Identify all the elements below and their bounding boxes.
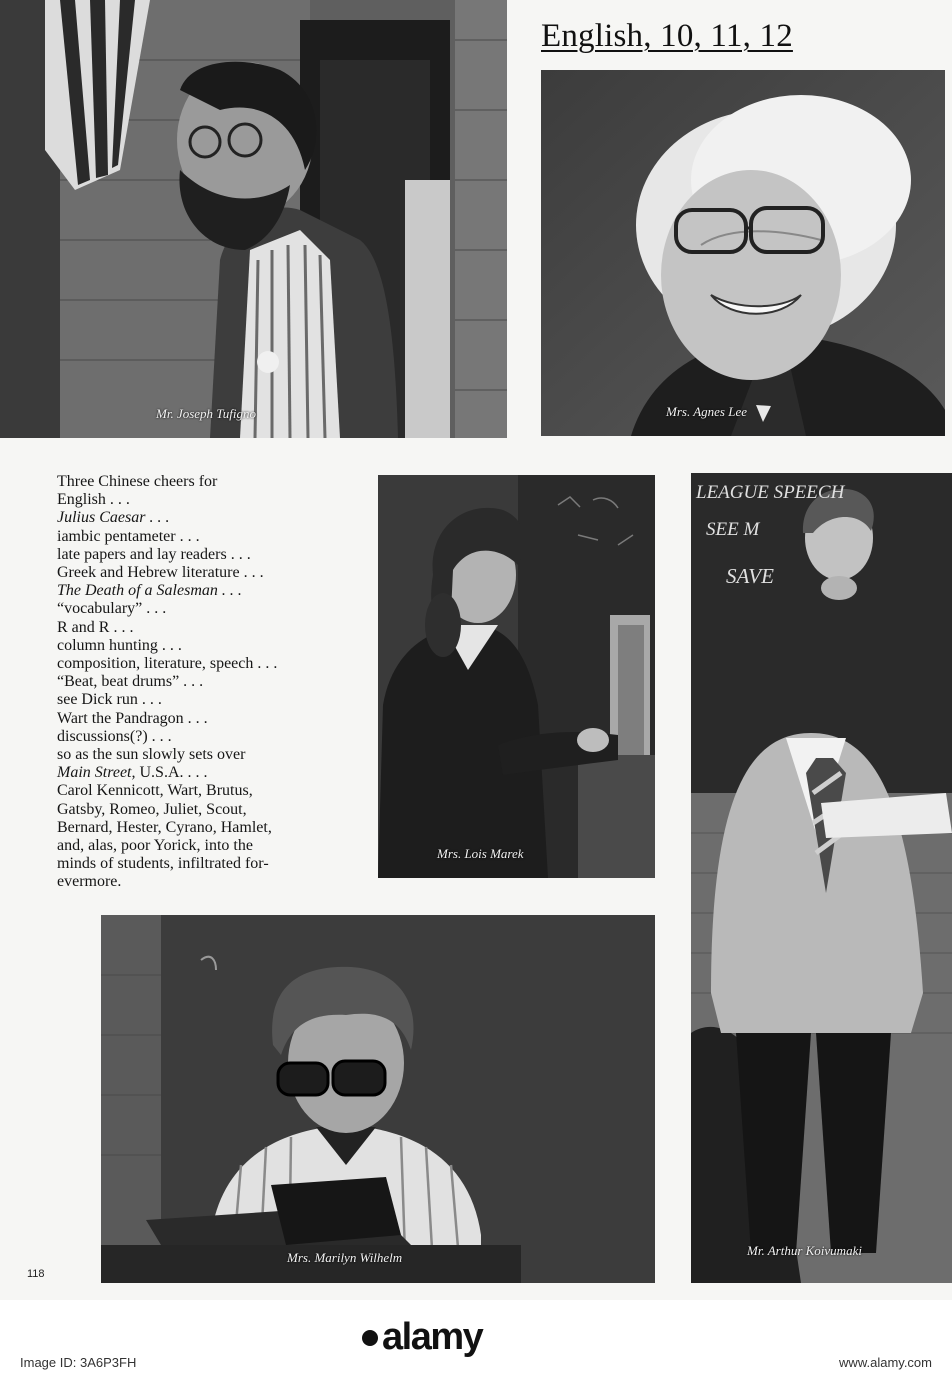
caption-lee: Mrs. Agnes Lee <box>666 404 748 419</box>
site-url: www.alamy.com <box>839 1355 932 1370</box>
poem-line: “Beat, beat drums” . . . <box>57 673 204 691</box>
poem-line: iambic pentameter . . . <box>57 527 200 545</box>
photo-marek <box>378 475 655 878</box>
photo-lee-image <box>541 70 945 436</box>
photo-wilhelm-image <box>101 915 655 1283</box>
photo-koivumaki <box>691 473 952 1283</box>
poem-line: see Dick run . . . <box>57 691 162 709</box>
poem-line: column hunting . . . <box>57 636 182 654</box>
poem-line: Greek and Hebrew literature . . . <box>57 564 264 582</box>
poem-line: and, alas, poor Yorick, into the <box>57 837 253 855</box>
photo-wilhelm <box>101 915 655 1283</box>
caption-marek: Mrs. Lois Marek <box>437 846 524 861</box>
poem-line: minds of students, infiltrated for- <box>57 855 269 873</box>
image-id: Image ID: 3A6P3FH <box>20 1355 137 1370</box>
poem-line: discussions(?) . . . <box>57 727 172 745</box>
caption-koivumaki: Mr. Arthur Koivumaki <box>747 1243 862 1258</box>
poem-line: “vocabulary” . . . <box>57 600 167 618</box>
caption-wilhelm: Mrs. Marilyn Wilhelm <box>287 1250 403 1265</box>
poem-line: late papers and lay readers . . . <box>57 545 251 563</box>
poem-line: The Death of a Salesman . . . <box>57 582 242 600</box>
poem-line: Wart the Pandragon . . . <box>57 709 208 727</box>
photo-lee <box>541 70 945 436</box>
caption-tufigno: Mr. Joseph Tufigno <box>156 406 257 421</box>
poem-line-mixed <box>57 764 357 782</box>
poem-roman-part: U.S.A. . . . <box>135 764 208 782</box>
poem-line: Three Chinese cheers for <box>57 473 218 490</box>
photo-tufigno <box>0 0 507 438</box>
poem-line: English . . . <box>57 491 130 509</box>
photo-marek-image <box>378 475 655 878</box>
chalkboard-line-2: SEE M <box>706 519 760 540</box>
intro-poem <box>57 473 357 892</box>
poem-line: Carol Kennicott, Wart, Brutus, <box>57 782 253 800</box>
poem-italic-part: Main Street, <box>57 764 136 782</box>
chalkboard-writing <box>691 473 952 1283</box>
logo-dot-icon <box>362 1330 378 1346</box>
photo-tufigno-image <box>0 0 507 438</box>
poem-line: Julius Caesar . . . <box>57 509 170 527</box>
poem-line: evermore. <box>57 873 122 891</box>
chalkboard-line-3: SAVE <box>726 564 774 588</box>
alamy-logo <box>362 1316 482 1359</box>
chalkboard-line-1: LEAGUE SPEECH <box>696 482 845 503</box>
logo-text: alamy <box>382 1316 483 1358</box>
poem-line: R and R . . . <box>57 618 134 636</box>
page-title: English, 10, 11, 12 <box>541 18 793 54</box>
poem-line: so as the sun slowly sets over <box>57 746 246 764</box>
poem-line: Bernard, Hester, Cyrano, Hamlet, <box>57 818 272 836</box>
poem-line: Gatsby, Romeo, Juliet, Scout, <box>57 800 247 818</box>
poem-line: composition, literature, speech . . . <box>57 655 278 673</box>
page-number: 118 <box>27 1268 45 1280</box>
